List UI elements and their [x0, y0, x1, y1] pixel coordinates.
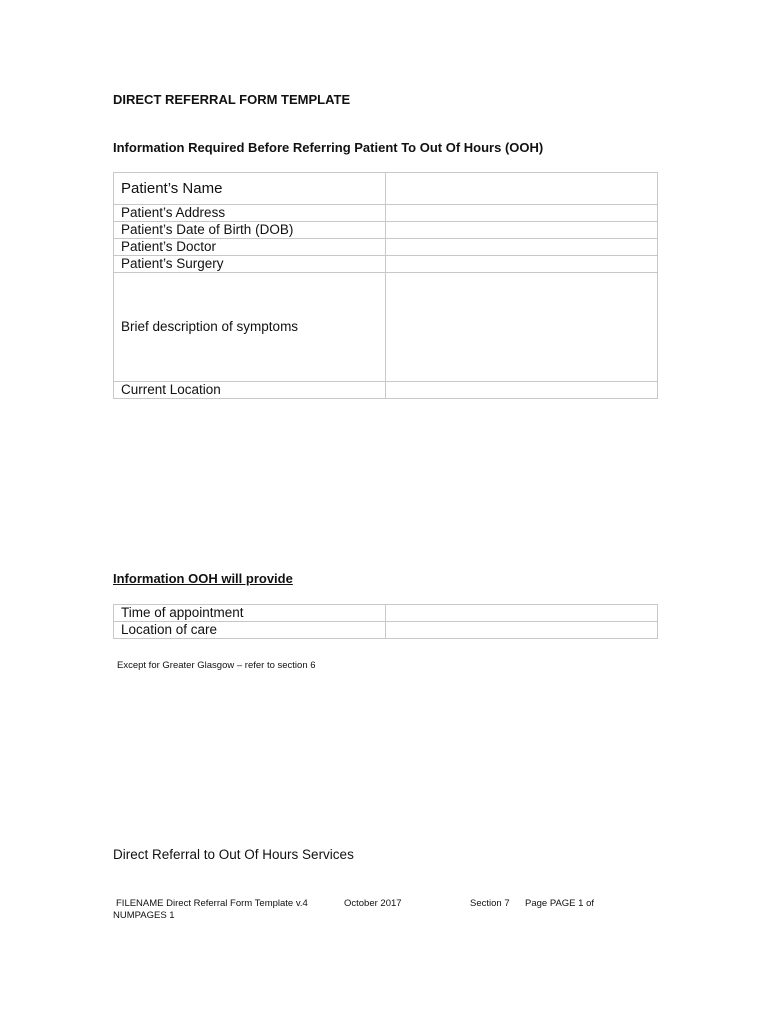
- footer-page: Page PAGE 1 of: [525, 898, 595, 909]
- table-row: [114, 205, 658, 222]
- patient-doctor-label: Patient’s Doctor: [114, 239, 386, 256]
- patient-name-field[interactable]: [386, 173, 658, 205]
- patient-doctor-field[interactable]: [386, 239, 658, 256]
- patient-surgery-field[interactable]: [386, 256, 658, 273]
- table-row: [114, 622, 658, 639]
- patient-surgery-label: Patient’s Surgery: [114, 256, 386, 273]
- footer-filename: FILENAME Direct Referral Form Template v.4: [116, 898, 308, 909]
- table-row: [114, 239, 658, 256]
- footer-title: Direct Referral to Out Of Hours Services: [113, 847, 354, 862]
- table-row: [114, 273, 658, 382]
- section-heading-required-info: Information Required Before Referring Patient To Out Of Hours (OOH): [113, 140, 544, 155]
- patient-dob-field[interactable]: [386, 222, 658, 239]
- symptoms-label: Brief description of symptoms: [114, 273, 386, 382]
- current-location-label: Current Location: [114, 382, 386, 399]
- table-row: [114, 382, 658, 399]
- location-of-care-field[interactable]: [386, 622, 658, 639]
- appointment-time-label: Time of appointment: [114, 605, 386, 622]
- location-of-care-label: Location of care: [114, 622, 386, 639]
- table-row: [114, 605, 658, 622]
- glasgow-note: Except for Greater Glasgow – refer to section 6: [117, 660, 316, 671]
- ooh-info-table: [113, 604, 658, 639]
- table-row: [114, 256, 658, 273]
- current-location-field[interactable]: [386, 382, 658, 399]
- patient-dob-label: Patient’s Date of Birth (DOB): [114, 222, 386, 239]
- patient-info-table: [113, 172, 658, 399]
- section-heading-ooh-provides: Information OOH will provide: [113, 571, 293, 586]
- footer-section: Section 7: [470, 898, 510, 909]
- patient-name-label: Patient’s Name: [114, 173, 386, 205]
- footer-numpages: NUMPAGES 1: [113, 910, 175, 921]
- patient-address-field[interactable]: [386, 205, 658, 222]
- table-row: [114, 222, 658, 239]
- document-title: DIRECT REFERRAL FORM TEMPLATE: [113, 92, 351, 107]
- symptoms-field[interactable]: [386, 273, 658, 382]
- patient-address-label: Patient’s Address: [114, 205, 386, 222]
- table-row: [114, 173, 658, 205]
- appointment-time-field[interactable]: [386, 605, 658, 622]
- footer-date: October 2017: [344, 898, 402, 909]
